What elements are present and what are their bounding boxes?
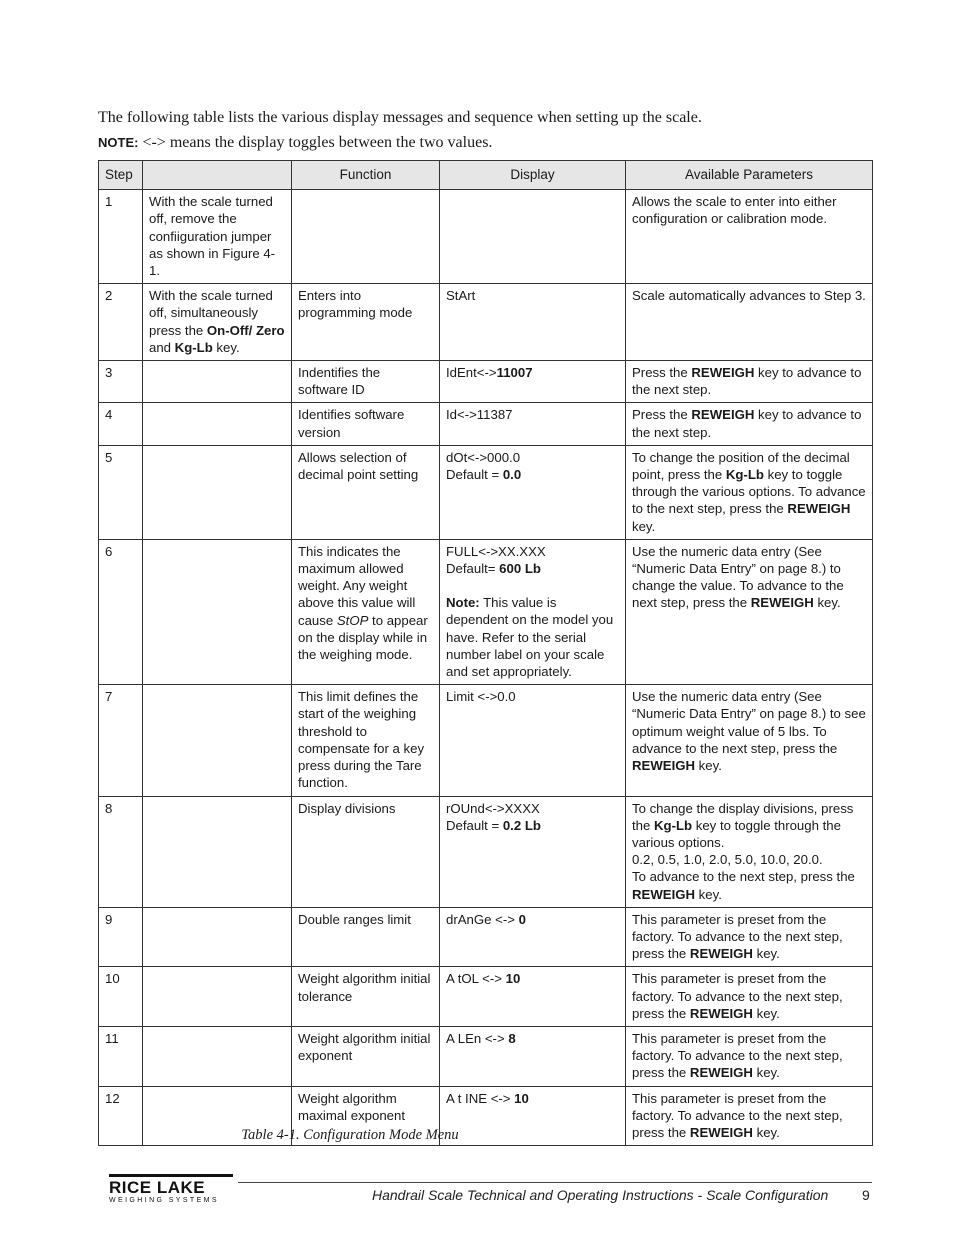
function-cell: Identifies software version (292, 403, 440, 445)
params-text: key. (752, 1065, 780, 1081)
params-cell: Scale automatically advances to Step 3. (626, 284, 873, 361)
display-default (446, 466, 619, 483)
params-text: key. (695, 758, 722, 774)
params-text: Press the (632, 407, 692, 423)
params-text: This parameter is preset from the factory. To advance to the next step, press the (632, 1030, 843, 1081)
params-text: key to advance to the next step. (632, 407, 862, 440)
reweigh-key: REWEIGH (689, 1124, 753, 1140)
action-cell (143, 907, 292, 967)
footer-divider (238, 1182, 872, 1183)
logo-wordmark: RICE LAKE (109, 1174, 233, 1196)
function-text: to appear on the display while in the weighing mode. (298, 612, 428, 663)
action-cell (143, 1026, 292, 1086)
display-cell (440, 967, 626, 1027)
params-cell (626, 967, 873, 1027)
step-number: 9 (99, 907, 143, 967)
action-cell (143, 361, 292, 403)
display-cell: Id<->11387 (440, 403, 626, 445)
params-text: This parameter is preset from the factory. To advance to the next step, press the (632, 1090, 843, 1140)
params-cell (626, 796, 873, 907)
action-cell (143, 796, 292, 907)
reweigh-key: REWEIGH (632, 758, 696, 774)
action-text: and (149, 339, 175, 355)
params-cell (626, 445, 873, 539)
function-cell: Double ranges limit (292, 907, 440, 967)
params-text: key. (695, 886, 722, 902)
reweigh-key: REWEIGH (689, 1005, 753, 1021)
table-row (99, 445, 873, 539)
params-options: 0.2, 0.5, 1.0, 2.0, 5.0, 10.0, 20.0. (632, 852, 823, 868)
note-label: Note: (446, 595, 480, 611)
table-row (99, 685, 873, 796)
params-text: This parameter is preset from the factory. To advance to the next step, press the (632, 911, 843, 962)
params-cell (626, 685, 873, 796)
table-row (99, 907, 873, 967)
reweigh-key: REWEIGH (689, 1065, 753, 1081)
action-text: With the scale turned off, remove the confiiguration jumper as shown in Figure 4-1. (149, 194, 276, 279)
table-row (99, 796, 873, 907)
params-text: Use the numeric data entry (See “Numeric Data Entry” on page 8.) to see optimum weight value of 5 lbs. To advance to the next step, press the (632, 689, 866, 756)
display-value: 0.2 Lb (502, 817, 541, 833)
params-text: key to toggle through the various options. (632, 817, 841, 850)
note-text: This value is dependent on the model you have. Refer to the serial number label on your scale and set appropriately. (446, 595, 614, 680)
on-off-zero-key: On-Off/ Zero (206, 322, 285, 338)
table-caption: Table 4-1. Configuration Mode Menu (241, 1127, 459, 1143)
display-value: 0.0 (502, 467, 522, 483)
rice-lake-logo (109, 1174, 233, 1206)
footer-title: Handrail Scale Technical and Operating Instructions - Scale Configuration (372, 1187, 829, 1203)
step-number: 5 (99, 445, 143, 539)
params-cell: Allows the scale to enter into either configuration or calibration mode. (626, 190, 873, 284)
params-text: To change the position of the decimal point, press the (632, 449, 850, 483)
table-header-row (99, 161, 873, 190)
display-value: 8 (508, 1030, 516, 1046)
kg-lb-key: Kg-Lb (654, 817, 693, 833)
function-cell (292, 190, 440, 284)
header-blank (143, 161, 292, 190)
params-cell (626, 907, 873, 967)
logo-tagline: WEIGHING SYSTEMS (109, 1197, 219, 1204)
table-row (99, 361, 873, 403)
function-cell: This limit defines the start of the weighing threshold to compensate for a key press during the Tare function. (292, 685, 440, 796)
step-number: 11 (99, 1026, 143, 1086)
note-line (98, 133, 878, 153)
table-row (99, 403, 873, 445)
function-cell: Allows selection of decimal point setting (292, 445, 440, 539)
params-text: key to advance to the next step. (632, 365, 862, 398)
display-value: 10 (505, 971, 521, 987)
function-cell (292, 539, 440, 684)
action-cell (143, 539, 292, 684)
step-number: 1 (99, 190, 143, 284)
table-row (99, 284, 873, 361)
params-cell (626, 539, 873, 684)
reweigh-key: REWEIGH (787, 501, 851, 517)
intro-paragraph: The following table lists the various display messages and sequence when setting up the scale. (98, 109, 702, 126)
display-cell (440, 796, 626, 907)
header-available-parameters: Available Parameters (626, 161, 873, 190)
params-text: To change the display divisions, press the (632, 800, 854, 833)
step-number: 7 (99, 685, 143, 796)
kg-lb-key: Kg-Lb (174, 339, 213, 355)
reweigh-key: REWEIGH (691, 407, 755, 423)
action-cell (143, 967, 292, 1027)
step-number: 12 (99, 1086, 143, 1146)
reweigh-key: REWEIGH (689, 946, 753, 962)
display-value: 10 (514, 1090, 529, 1106)
params-text: To advance to the next step, press the (632, 869, 855, 885)
table-row (99, 539, 873, 684)
note-label: NOTE: (98, 135, 139, 150)
display-text: A t INE <-> (446, 1090, 515, 1106)
display-text: Default = (446, 467, 503, 483)
display-cell (440, 907, 626, 967)
params-line (632, 868, 866, 902)
action-text: key. (212, 339, 240, 355)
note-text: <-> means the display toggles between the two values. (138, 134, 493, 151)
table-row (99, 190, 873, 284)
table-row (99, 967, 873, 1027)
display-text: A tOL <-> (446, 971, 506, 987)
display-value: 11007 (496, 365, 533, 381)
reweigh-key: REWEIGH (750, 595, 814, 611)
display-line: rOUnd<->XXXX (446, 800, 540, 816)
params-text: key. (752, 946, 780, 962)
display-line: dOt<->000.0 (446, 449, 521, 465)
display-default (446, 817, 619, 834)
action-cell (143, 284, 292, 361)
step-number: 8 (99, 796, 143, 907)
params-text: Press the (632, 365, 692, 381)
params-line (632, 800, 866, 852)
params-cell (626, 361, 873, 403)
display-cell (440, 361, 626, 403)
params-text: key to toggle through the various options. To advance to the next step, press the (632, 467, 866, 517)
table-row (99, 1026, 873, 1086)
header-function: Function (292, 161, 440, 190)
params-text: Use the numeric data entry (See “Numeric Data Entry” on page 8.) to change the value. To advance to the next step, press the (632, 543, 844, 611)
reweigh-key: REWEIGH (691, 365, 755, 381)
display-text: Default = (446, 817, 503, 833)
reweigh-key: REWEIGH (632, 886, 696, 902)
action-text: With the scale turned off, simultaneously press the (149, 288, 273, 338)
step-number: 10 (99, 967, 143, 1027)
action-cell (143, 403, 292, 445)
function-cell: Display divisions (292, 796, 440, 907)
display-cell (440, 1026, 626, 1086)
step-number: 3 (99, 361, 143, 403)
function-cell: Weight algorithm initial tolerance (292, 967, 440, 1027)
params-text: key. (752, 1124, 780, 1140)
action-cell (143, 445, 292, 539)
display-cell (440, 190, 626, 284)
params-cell (626, 1026, 873, 1086)
action-cell (143, 190, 292, 284)
step-number: 4 (99, 403, 143, 445)
header-display: Display (440, 161, 626, 190)
display-cell: Limit <->0.0 (440, 685, 626, 796)
display-value: 600 Lb (499, 561, 541, 577)
display-cell (440, 445, 626, 539)
action-cell (143, 685, 292, 796)
params-text: key. (813, 595, 841, 611)
params-cell (626, 403, 873, 445)
display-cell: StArt (440, 284, 626, 361)
params-text: key. (752, 1005, 780, 1021)
header-step: Step (99, 161, 143, 190)
display-text: drAnGe <-> (446, 911, 519, 927)
page-number: 9 (862, 1187, 870, 1203)
params-text: This parameter is preset from the factory. To advance to the next step, press the (632, 971, 843, 1021)
stop-message: StOP (336, 612, 369, 628)
function-cell: Enters into programming mode (292, 284, 440, 361)
display-line: FULL<->XX.XXX (446, 543, 546, 559)
display-text: Default= (446, 561, 500, 577)
display-note (446, 594, 619, 680)
function-cell: Weight algorithm initial exponent (292, 1026, 440, 1086)
display-text: A LEn <-> (446, 1030, 509, 1046)
function-cell: Indentifies the software ID (292, 361, 440, 403)
function-cell: Weight algorithm maximal exponent (292, 1086, 440, 1146)
step-number: 6 (99, 539, 143, 684)
step-number: 2 (99, 284, 143, 361)
params-text: key. (632, 518, 656, 534)
display-default (446, 560, 619, 577)
display-text: IdEnt<-> (446, 365, 497, 381)
configuration-mode-table (98, 160, 873, 1146)
function-text: This indicates the maximum allowed weight. Any weight above this value will cause (298, 543, 416, 628)
display-cell (440, 539, 626, 684)
kg-lb-key: Kg-Lb (725, 467, 764, 483)
display-value: 0 (518, 911, 526, 927)
